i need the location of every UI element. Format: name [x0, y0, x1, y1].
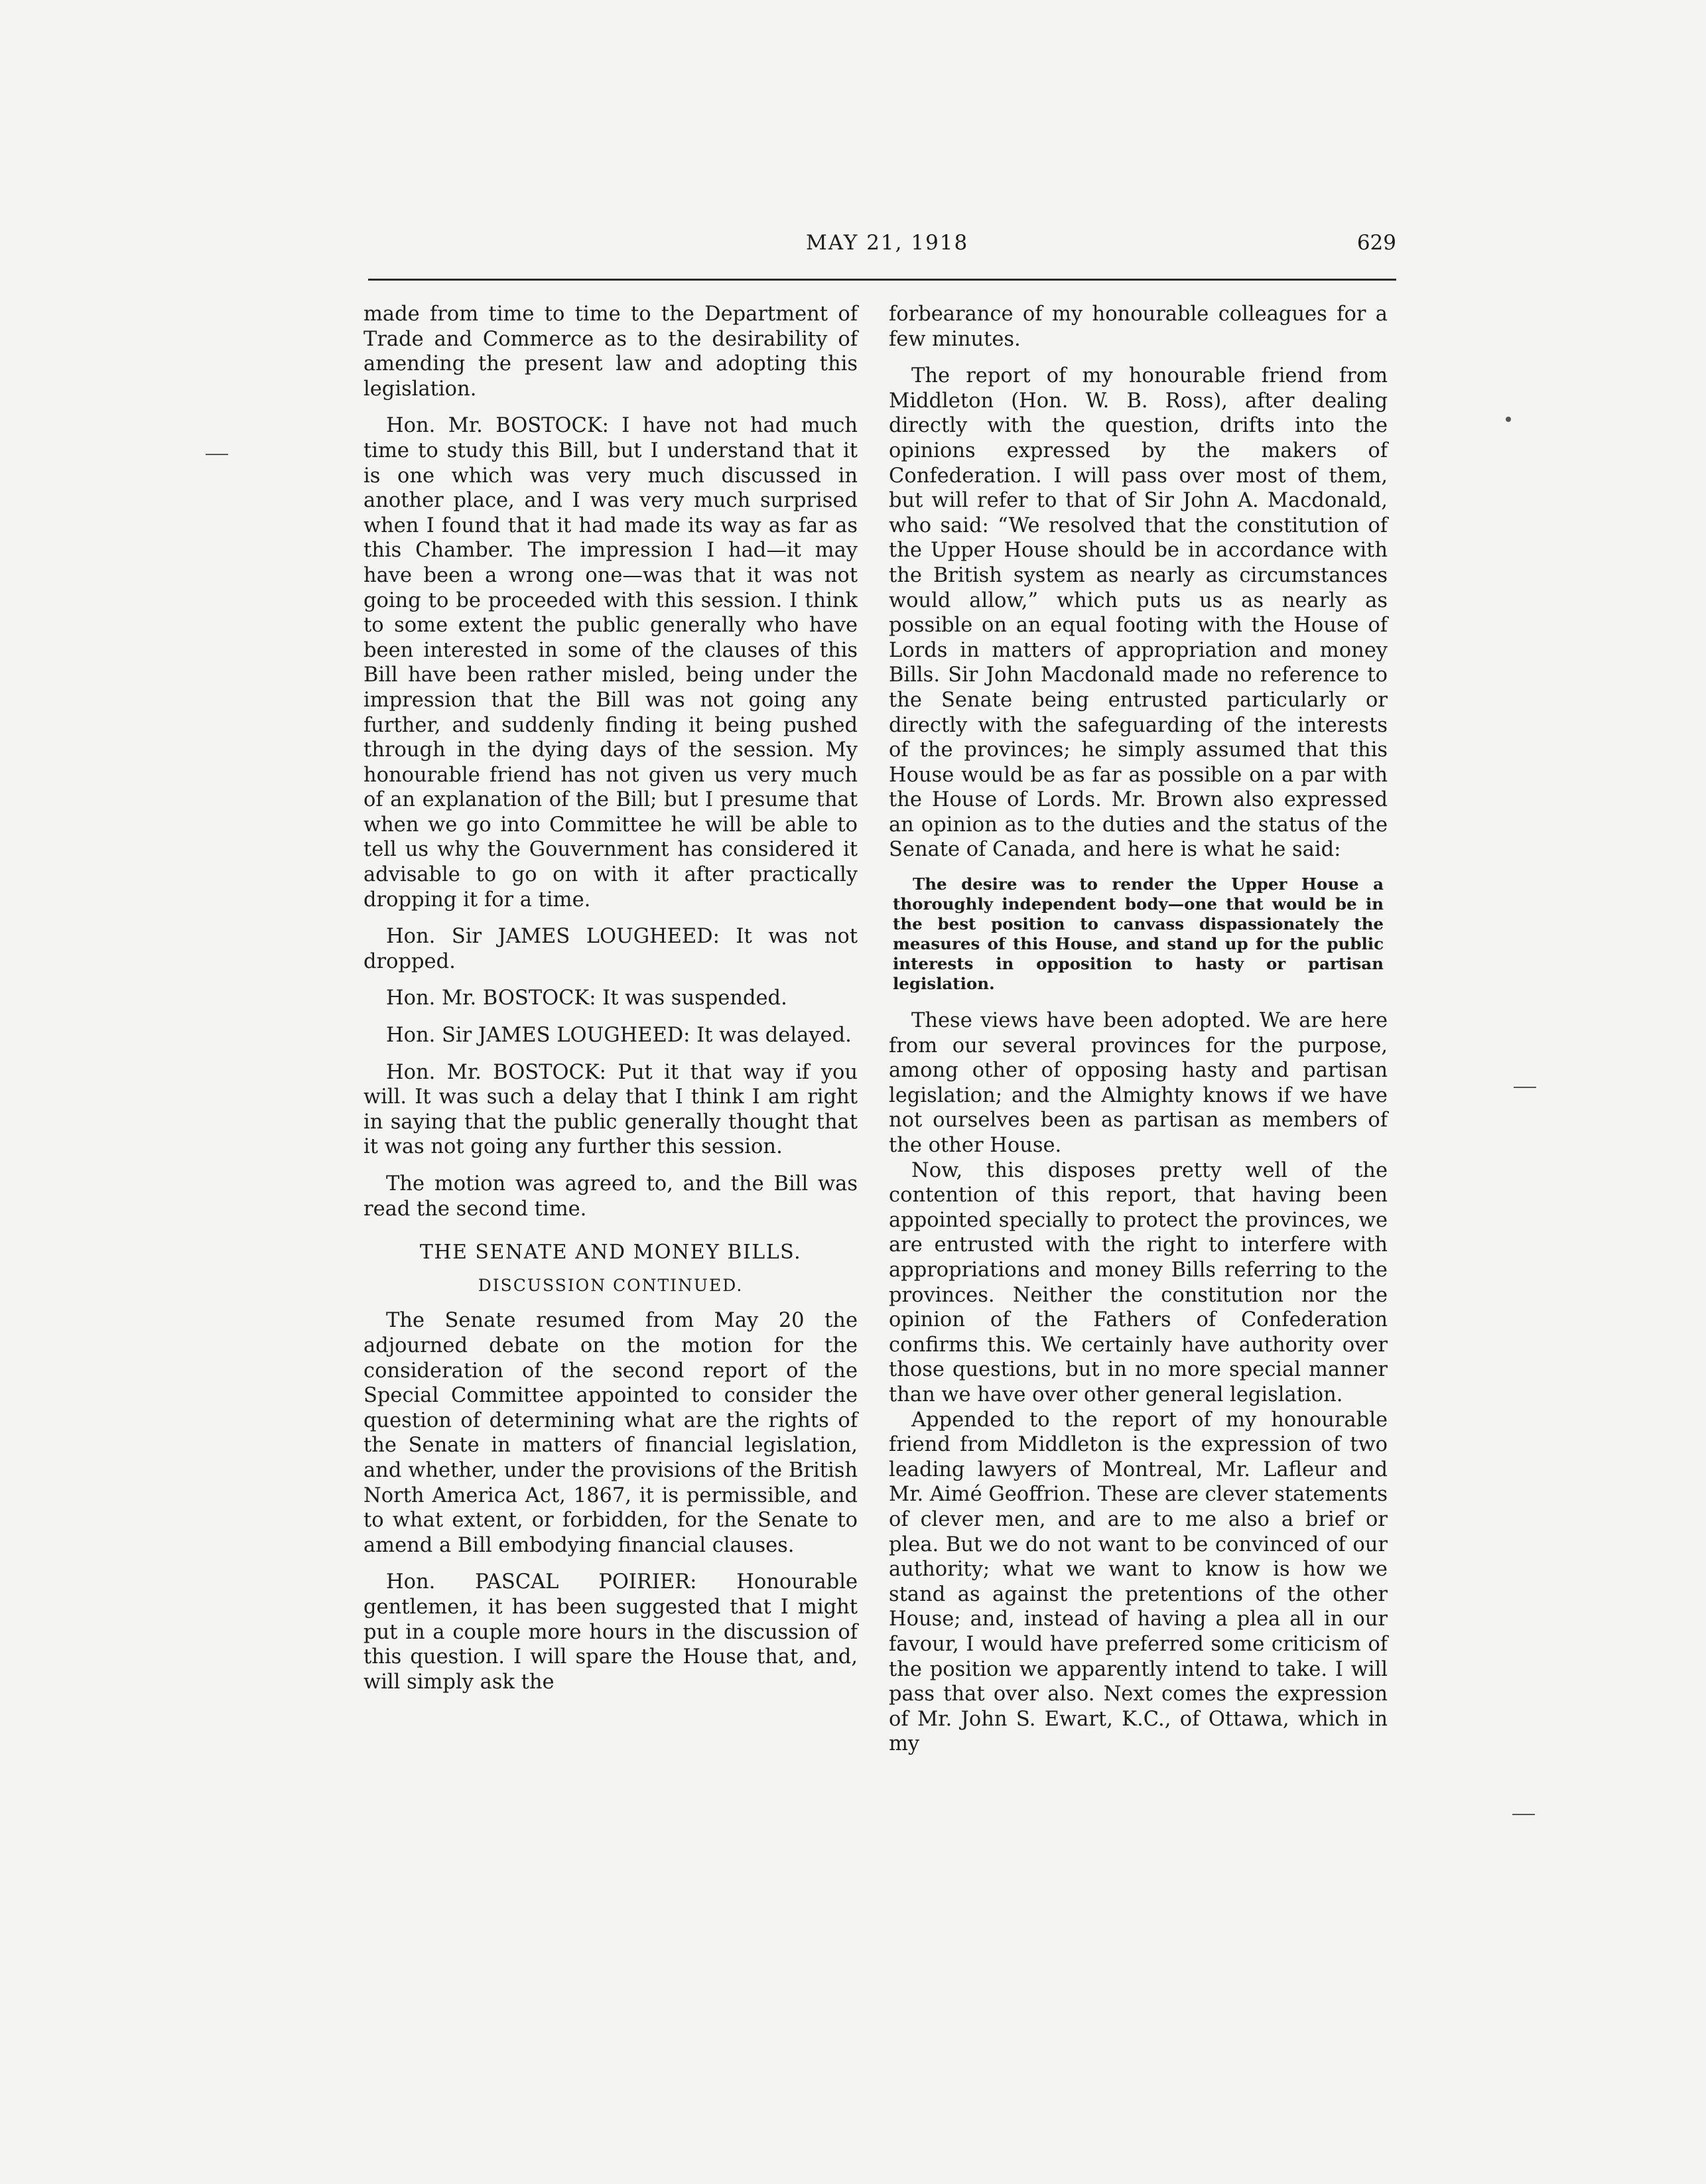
margin-mark [206, 454, 228, 455]
left-column [363, 302, 858, 1706]
paragraph: Hon. Mr. BOSTOCK: I have not had much time to study this Bill, but I understand that it is one which was very much discussed in another place, and I was very much surprised when I found that it had made its way as far as this Chamber. The impression I had—it may have been a wrong one—was that it was not going to be proceeded with this session. I think to some extent the public generally who have been interested in some of the clauses of this Bill have been rather misled, being under the impression that the Bill was not going any further, and suddenly finding it being pushed through in the dying days of the session. My honourable friend has not given us very much of an explanation of the Bill; but I presume that when we go into Committee he will be able to tell us why the Gouvernment has considered it advisable to go on with it after practically dropping it for a time. [363, 414, 858, 912]
block-quote: The desire was to render the Upper House a thoroughly independent body—one that would be in the best position to canvass dispassionately the measures of this House, and stand up for the public interests in opposition to hasty or partisan legislation. [893, 874, 1384, 994]
paragraph: Now, this disposes pretty well of the contention of this report, that having been appointed specially to protect the provinces, we are entrusted with the right to interfere with appropriations and money Bills referring to the provinces. Neither the constitution nor the opinion of the Fathers of Confederation confirms this. We certainly have authority over those questions, but in no more special manner than we have over other general legislation. [889, 1158, 1388, 1406]
right-column [889, 302, 1388, 1757]
paragraph: Appended to the report of my honourable friend from Middleton is the expression of two leading lawyers of Montreal, Mr. Lafleur and Mr. Aimé Geoffrion. These are clever statements of clever men, and are to me also a brief or plea. But we do not want to be convinced of our authority; what we want to know is how we stand as against the pretentions of the other House; and, instead of having a plea all in our favour, I would have preferred some criticism of the position we apparently intend to take. I will pass that over also. Next comes the expression of Mr. John S. Ewart, K.C., of Ottawa, which in my [889, 1408, 1388, 1756]
paragraph: These views have been adopted. We are here from our several provinces for the purpose, among other of opposing hasty and partisan legislation; and the Almighty knows if we have not ourselves been as partisan as members of the other House. [889, 1009, 1388, 1158]
paragraph: The motion was agreed to, and the Bill was read the second time. [363, 1172, 858, 1221]
section-heading: THE SENATE AND MONEY BILLS. [419, 1241, 802, 1264]
paragraph: Hon. Sir JAMES LOUGHEED: It was delayed. [386, 1024, 852, 1048]
paragraph: forbearance of my honourable colleagues for a few minutes. [889, 303, 1388, 351]
page-number: 629 [1356, 231, 1396, 255]
paragraph: Hon. Mr. BOSTOCK: Put it that way if you will. It was such a delay that I think I am right in saying that the public generally thought that it was not going any further this session. [363, 1060, 858, 1159]
header-rule [368, 279, 1396, 281]
page-header [368, 226, 1396, 265]
paragraph: The Senate resumed from May 20 the adjourned debate on the motion for the consideration of the second report of the Special Committee appointed to consider the question of determining what are the rights of the Senate in matters of financial legislation, and whether, under the provisions of the British North America Act, 1867, it is permissible, and to what extent, or forbidden, for the Senate to amend a Bill embodying financial clauses. [363, 1309, 858, 1557]
paragraph: Hon. Sir JAMES LOUGHEED: It was not dropped. [363, 925, 858, 973]
section-subheading: DISCUSSION CONTINUED. [478, 1275, 744, 1295]
paragraph: made from time to time to the Department of Trade and Commerce as to the desirability of amending the present law and adopting this legislation. [363, 303, 858, 401]
paragraph: Hon. Mr. BOSTOCK: It was suspended. [386, 987, 787, 1010]
paragraph: The report of my honourable friend from Middleton (Hon. W. B. Ross), after dealing directly with the question, drifts into the opinions expressed by the makers of Confederation. I will pass over most of them, but will refer to that of Sir John A. Macdonald, who said: “We resolved that the constitution of the Upper House should be in accordance with the British system as nearly as circumstances would allow,” which puts us as nearly as possible on an equal footing with the House of Lords in matters of appropriation and money Bills. Sir John Macdonald made no reference to the Senate being entrusted particularly or directly with the safeguarding of the interests of the provinces; he simply assumed that this House would be as far as possible on a par with the House of Lords. Mr. Brown also expressed an opinion as to the duties and the status of the Senate of Canada, and here is what he said: [889, 364, 1388, 862]
margin-mark [1514, 1087, 1536, 1088]
paragraph: Hon. PASCAL POIRIER: Honourable gentlemen, it has been suggested that I might put in a couple more hours in the discussion of this question. I will spare the House that, and, will simply ask the [363, 1570, 858, 1694]
margin-mark [1506, 417, 1511, 422]
page-date: MAY 21, 1918 [806, 231, 969, 255]
margin-mark [1512, 1814, 1535, 1815]
